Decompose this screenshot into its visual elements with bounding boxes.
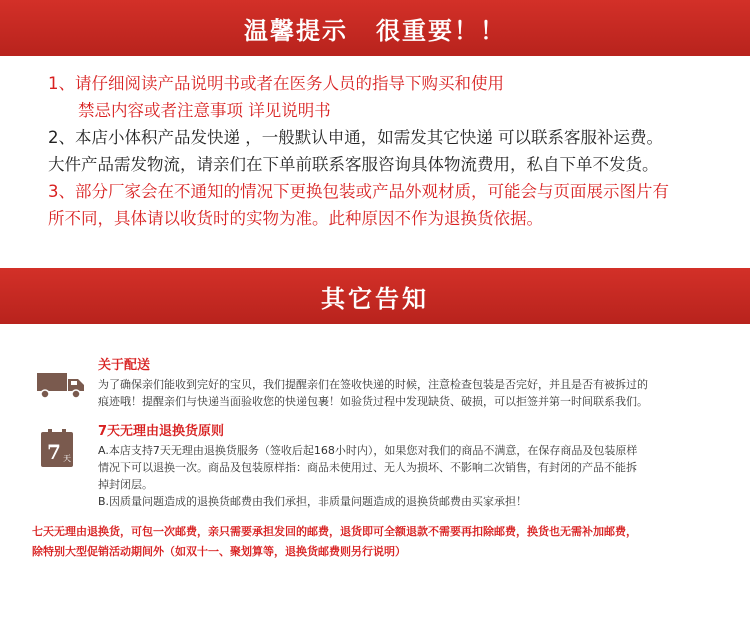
badge-number: 7	[47, 440, 61, 464]
header-banner	[0, 0, 750, 56]
delivery-body	[98, 376, 648, 410]
other-notice-banner	[0, 268, 750, 324]
footer-line-2: 除特别大型促销活动期间外（如双十一、聚划算等，退换货邮费则另行说明）	[32, 545, 406, 558]
notice-line-3b: 所不同，具体请以收货时的实物为准。此种原因不作为退换货依据。	[48, 209, 543, 228]
seven-day-badge-icon	[40, 428, 74, 472]
returns-line-a2: 情况下可以退换一次。商品及包装原样指：商品未使用过、无人为损坏、不影响二次销售，有封闭的产品不能拆	[98, 461, 637, 474]
delivery-line-2: 痕迹哦！提醒亲们与快递当面验收您的快递包裹！如验货过程中发现缺货、破损，可以拒签并第一时间联系我们。	[98, 395, 648, 408]
notice-line-2b: 大件产品需发物流，请亲们在下单前联系客服咨询具体物流费用，私自下单不发货。	[48, 155, 659, 174]
footer-note	[32, 522, 732, 562]
notice-line-1: 1、请仔细阅读产品说明书或者在医务人员的指导下购买和使用	[48, 74, 504, 93]
delivery-title: 关于配送	[98, 358, 151, 373]
returns-body	[98, 442, 637, 510]
notice-line-2: 2、本店小体积产品发快递 ，一般默认申通，如需发其它快递 可以联系客服补运费。	[48, 128, 663, 147]
other-notice-title: 其它告知	[321, 283, 429, 313]
header-title-part1: 温馨提示	[244, 15, 348, 45]
returns-line-a1: A.本店支持7天无理由退换货服务（签收后起168小时内），如果您对我们的商品不满意，在保存商品及包装原样	[98, 444, 638, 457]
header-title-part2: 很重要！！	[376, 15, 506, 45]
truck-icon	[36, 370, 86, 404]
returns-title: 7天无理由退换货原则	[98, 424, 225, 439]
notice-line-1b: 禁忌内容或者注意事项 详见说明书	[78, 101, 331, 120]
delivery-section	[36, 354, 716, 414]
returns-section	[36, 420, 716, 510]
badge-char: 天	[63, 454, 71, 463]
delivery-line-1: 为了确保亲们能收到完好的宝贝，我们提醒亲们在签收快递的时候，注意检查包装是否完好，并且是否有被拆过的	[98, 378, 648, 391]
returns-line-a3: 掉封闭层。	[98, 478, 153, 491]
footer-line-1: 七天无理由退换货，可包一次邮费，亲只需要承担发回的邮费，退货即可全额退款不需要再扣除邮费，换货也无需补加邮费，	[32, 525, 637, 538]
notice-list	[48, 70, 728, 232]
notice-line-3: 3、部分厂家会在不通知的情况下更换包装或产品外观材质，可能会与页面展示图片有	[48, 182, 669, 201]
returns-line-b: B.因质量问题造成的退换货邮费由我们承担，非质量问题造成的退换货邮费由买家承担！	[98, 495, 528, 508]
